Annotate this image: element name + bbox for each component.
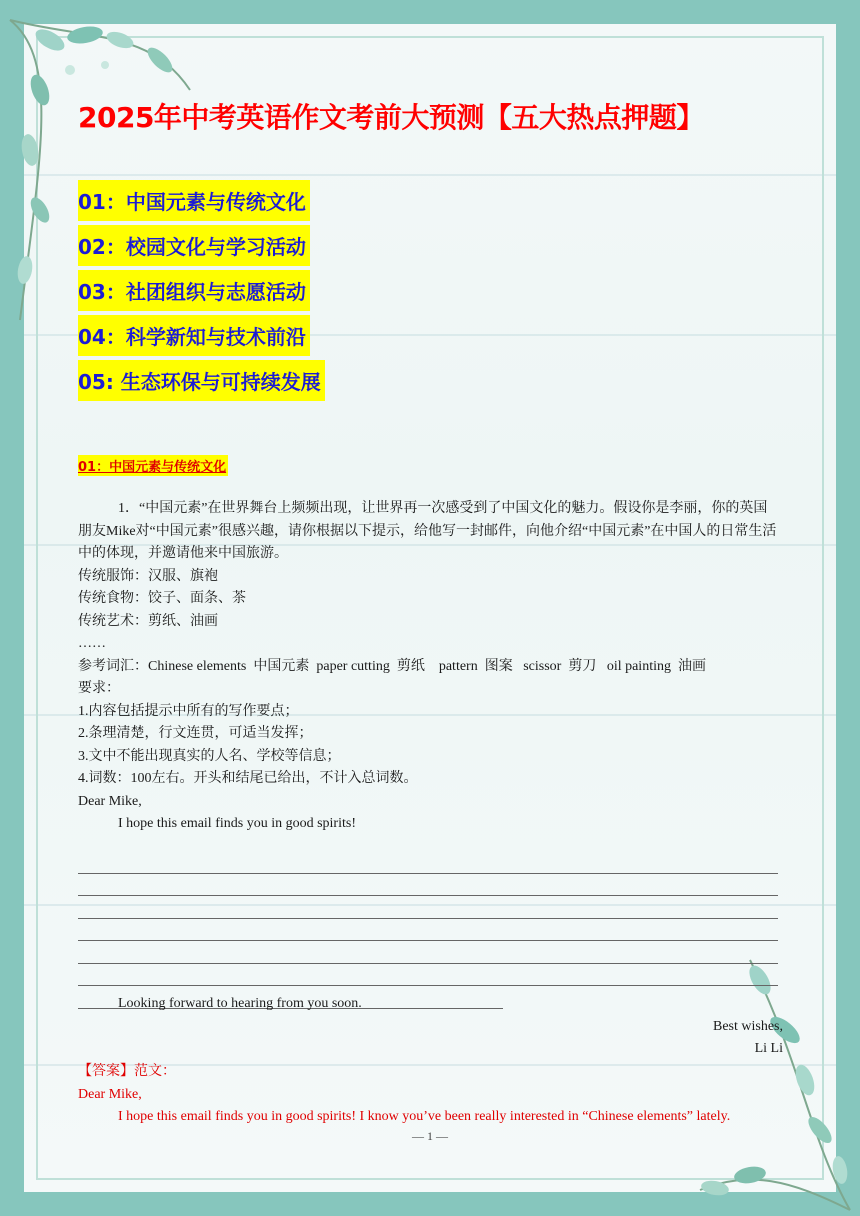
answer-section (78, 1061, 788, 1129)
requirement-item: 1.内容包括提示中所有的写作要点； (78, 703, 299, 719)
letter-greeting: Dear Mike, (78, 793, 142, 809)
requirement-item: 4.词数：100左右。开头和结尾已给出，不计入总词数。 (78, 771, 418, 786)
answer-greeting: Dear Mike, (78, 1086, 142, 1102)
page-title: 2025年中考英语作文考前大预测【五大热点押题】 (78, 101, 704, 134)
topic-item: 05: 生态环保与可持续发展 (78, 360, 325, 401)
topic-item: 03：社团组织与志愿活动 (78, 270, 310, 311)
question-intro: 1．“中国元素”在世界舞台上频频出现，让世界再一次感受到了中国文化的魅力。假设你是李丽，你的英国朋友Mike对“中国元素”很感兴趣，请你根据以下提示，给他写一封邮件，向他介绍“中国元素”在中国人的日常生活中的体现，并邀请他来中国旅游。 (78, 501, 777, 561)
topic-item: 01：中国元素与传统文化 (78, 180, 310, 221)
topic-item: 02：校园文化与学习活动 (78, 225, 310, 266)
page-number: — 1 — (412, 1129, 448, 1143)
writing-line (78, 919, 778, 942)
requirement-item: 2.条理清楚，行文连贯，可适当发挥； (78, 726, 313, 741)
writing-line (78, 896, 778, 919)
answer-first-line: I hope this email finds you in good spirits! I know you’ve been really interested in “Chinese elements” lately. (118, 1109, 731, 1124)
writing-line (78, 941, 778, 964)
letter-closing (78, 993, 783, 1061)
hint-line: 传统服饰：汉服、旗袍 (78, 568, 218, 584)
writing-line (78, 851, 778, 874)
vocab-line: 参考词汇：Chinese elements 中国元素 paper cutting 剪纸 pattern 图案 scissor 剪刀 oil painting 油画 (78, 658, 706, 674)
topic-item: 04：科学新知与技术前沿 (78, 315, 310, 356)
requirements-label: 要求： (78, 681, 120, 696)
writing-line (78, 964, 778, 987)
question-body (78, 498, 778, 836)
letter-opening: I hope this email finds you in good spirits! (118, 816, 356, 831)
hint-line: 传统食物：饺子、面条、茶 (78, 591, 246, 606)
hint-line: …… (78, 636, 106, 651)
answer-label: 【答案】范文： (78, 1064, 176, 1079)
closing-line: Looking forward to hearing from you soon. (118, 996, 362, 1011)
sign-off: Best wishes, (713, 1018, 783, 1034)
topic-list (78, 180, 325, 405)
hint-line: 传统艺术：剪纸、油画 (78, 613, 218, 629)
signature: Li Li (754, 1041, 783, 1056)
requirement-item: 3.文中不能出现真实的人名、学校等信息； (78, 748, 341, 764)
section-heading: 01：中国元素与传统文化 (78, 455, 228, 476)
writing-lines (78, 851, 778, 1009)
writing-line (78, 874, 778, 897)
